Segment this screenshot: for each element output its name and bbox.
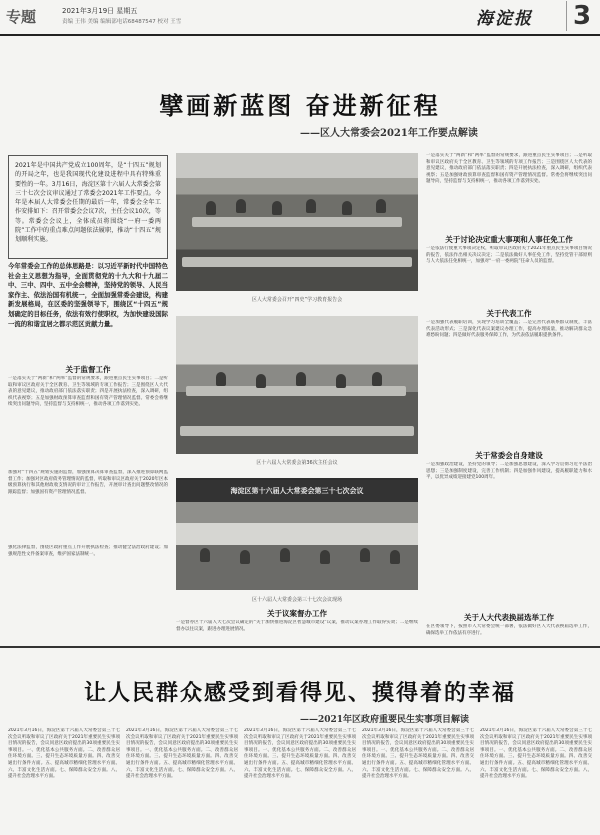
editor-credits: 责编 王伟 美编 编辑部电话68487547 校对 王雪 xyxy=(62,19,182,25)
article-text: 一是落实关于“两新”和“两率”监督的常规要求，跟进重点民生实事项目；二是听取和审议区政府关于全区教育、卫生等领域的专项工作报告；三是围绕区人大代表的意见建议，推动政府部门依法落实职责；四是开展执法检查，深入调研，组织代表视察；五是加强财政预算审查监督和国有资产管理情况监督。常委会将继续突出问题导向，坚持监督与支持相统一，推动各项工作落到实处。 xyxy=(426,153,592,185)
page-number: 3 xyxy=(566,1,597,31)
feature-headline: 让人民群众感受到看得见、摸得着的幸福 xyxy=(83,680,516,706)
section-heading-decisions: 关于讨论决定重大事项和人事任免工作 xyxy=(445,235,573,244)
article-text: 一是加强政治建设，坚持党的领导；二是加强思想建设，深入学习贯彻习近平法治思想；三是加强制度建设，完善工作机制；四是加强作风建设，提高履职能力和水平，以优异成绩迎接建党100周年。 xyxy=(426,462,592,481)
feature-subtitle: ——区人大常委会2021年工作要点解读 xyxy=(300,128,478,139)
section-divider xyxy=(0,646,600,648)
article-text: 2021年3月16日，海淀区第十六届人大常委会第三十七次会议听取和审议了区政府关于2021年重要民生实事项目情况的报告，会议同意区政府提出的30项重要民生实事项目。一、优化基本公共服务方面。二、改善群众居住环境方面。三、提升生态环境质量方面。四、改善交通出行条件方面。五、提高城市精细化管理水平方面。六、丰富文化生活方面。七、保障群众安全方面。八、提升社会治理水平方面。 xyxy=(244,728,356,780)
newspaper-logo: 海淀报 xyxy=(476,9,533,29)
issue-date: 2021年3月19日 星期五 xyxy=(62,7,138,15)
meeting-photo xyxy=(176,316,418,454)
article-text: 2021年3月16日，海淀区第十六届人大常委会第三十七次会议听取和审议了区政府关于2021年重要民生实事项目情况的报告，会议同意区政府提出的30项重要民生实事项目。一、优化基本公共服务方面。二、改善群众居住环境方面。三、提升生态环境质量方面。四、改善交通出行条件方面。五、提高城市精细化管理水平方面。六、丰富文化生活方面。七、保障群众安全方面。八、提升社会治理水平方面。 xyxy=(8,728,120,780)
session-photo xyxy=(176,478,418,590)
intro-box: 2021年是中国共产党成立100周年，是“十四五”规划的开局之年，也是我国现代化建设进程中具有特殊重要性的一年。3月16日，海淀区第十六届人大常委会第三十七次会议审议通过了常委会2021年工作要点。今年是本届人大常委会任期的最后一年，常委会全年工作安排如下：召开常委会会议7次，主任会议10次，等等。常委会会议上，全体成员将围绕“一府一委两院”工作中的重点难点问题依法履职，推动“十四五”规划顺利实施。 xyxy=(8,155,168,259)
article-text: 在区委领导下，按照市人大常委会统一部署，依法做好区人大代表换届选举工作，确保选举工作依法有序进行。 xyxy=(426,624,592,636)
article-text: 2021年3月16日，海淀区第十六届人大常委会第三十七次会议听取和审议了区政府关于2021年重要民生实事项目情况的报告，会议同意区政府提出的30项重要民生实事项目。一、优化基本公共服务方面。二、改善群众居住环境方面。三、提升生态环境质量方面。四、改善交通出行条件方面。五、提高城市精细化管理水平方面。六、丰富文化生活方面。七、保障群众安全方面。八、提升社会治理水平方面。 xyxy=(480,728,592,780)
feature-headline: 擘画新蓝图 奋进新征程 xyxy=(159,91,441,120)
section-heading-proposal: 关于议案督办工作 xyxy=(267,609,327,618)
page-header xyxy=(0,0,600,36)
article-text: 2021年3月16日，海淀区第十六届人大常委会第三十七次会议听取和审议了区政府关于2021年重要民生实事项目情况的报告，会议同意区政府提出的30项重要民生实事项目。一、优化基本公共服务方面。二、改善群众居住环境方面。三、提升生态环境质量方面。四、改善交通出行条件方面。五、提高城市精细化管理水平方面。六、丰富文化生活方面。七、保障群众安全方面。八、提升社会治理水平方面。 xyxy=(126,728,238,780)
intro-summary: 今年常委会工作的总体思路是：以习近平新时代中国特色社会主义思想为指导，全面贯彻党的十九大和十九届二中、三中、四中、五中全会精神，坚持党的领导、人民当家作主、依法治国有机统一，全面加强常委会建设，构建新发展格局，在区委的坚强领导下，围绕区“十四五”规划确定的目标任务，依法有效行使职权，为加快建设国际一流的和谐宜居之都示范区贡献力量。 xyxy=(8,262,168,328)
photo-caption: 区人大常委会召开“四史”学习教育报告会 xyxy=(251,297,343,303)
section-heading-self-construction: 关于常委会自身建设 xyxy=(475,451,543,460)
article-text: 强化法律监督，围绕区政府重点工作开展执法检查；推动健全法治政府建设；加强规范性文件备案审查，维护国家法制统一。 xyxy=(8,545,168,557)
article-text: 一是落实关于“两新”和“两率”监督的常规要求，跟进重点民生实事项目；二是听取和审议区政府关于全区教育、卫生等领域的专项工作报告；三是围绕区人大代表的意见建议，推动政府部门依法落实职责；四是开展执法检查，深入调研，组织代表视察；五是加强财政预算审查监督和国有资产管理情况监督。常委会将继续突出问题导向，坚持监督与支持相统一，推动各项工作落到实处。 xyxy=(8,376,168,408)
article-text: 一是督办区十六届人大七次会议确定的“关于加快推进海淀区智慧城市建设”议案，推动议案办理工作取得实效；二是继续督办以往议案，跟进办理进展情况。 xyxy=(176,620,418,632)
article-text: 加强对“十四五”规划实施的监督，加强预算决算审查监督，深入推进预算联网监督工作；加强对区政府债务管理情况的监督，听取和审议区政府关于2020年区本级预算执行和其他财政收支情况的审计工作报告，开展审计查出问题整改情况的跟踪监督；加强国有资产管理情况监督。 xyxy=(8,470,168,495)
section-title: 专题 xyxy=(6,8,37,26)
article-text: 一是加强代表履职培训，实现学习培训全覆盖；二是完善代表联系群众制度，丰富代表活动形式；三是深化代表议案建议办理工作，提高办理质量，推动解决群众急难愁盼问题；四是做好代表服务保障工作，为代表依法履职提供条件。 xyxy=(426,320,592,339)
section-heading-deputies: 关于代表工作 xyxy=(486,309,532,318)
meeting-photo xyxy=(176,153,418,291)
photo-caption: 区十六届人大常委会第36次主任会议 xyxy=(256,460,338,466)
feature-subtitle: ——2021年区政府重要民生实事项目解读 xyxy=(300,715,470,725)
article-text: 2021年3月16日，海淀区第十六届人大常委会第三十七次会议听取和审议了区政府关于2021年重要民生实事项目情况的报告，会议同意区政府提出的30项重要民生实事项目。一、优化基本公共服务方面。二、改善群众居住环境方面。三、提升生态环境质量方面。四、改善交通出行条件方面。五、提高城市精细化管理水平方面。六、丰富文化生活方面。七、保障群众安全方面。八、提升社会治理水平方面。 xyxy=(362,728,474,780)
session-banner: 海淀区第十六届人大常委会第三十七次会议 xyxy=(176,480,418,502)
section-heading-supervision: 关于监督工作 xyxy=(65,365,111,374)
article-text: 一是依法行使重大事项决定权，听取审议区政府关于2021年重点民生实事项目情况的报告，依法作出相关决议决定；二是依法做好人事任免工作，坚持党管干部原则与人大依法任免相统一，加强对“一府一委两院”任命人员的监督。 xyxy=(426,246,592,265)
section-heading-election: 关于人大代表换届选举工作 xyxy=(464,613,554,622)
photo-caption: 区十六届人大常委会第三十七次会议现场 xyxy=(251,597,342,603)
